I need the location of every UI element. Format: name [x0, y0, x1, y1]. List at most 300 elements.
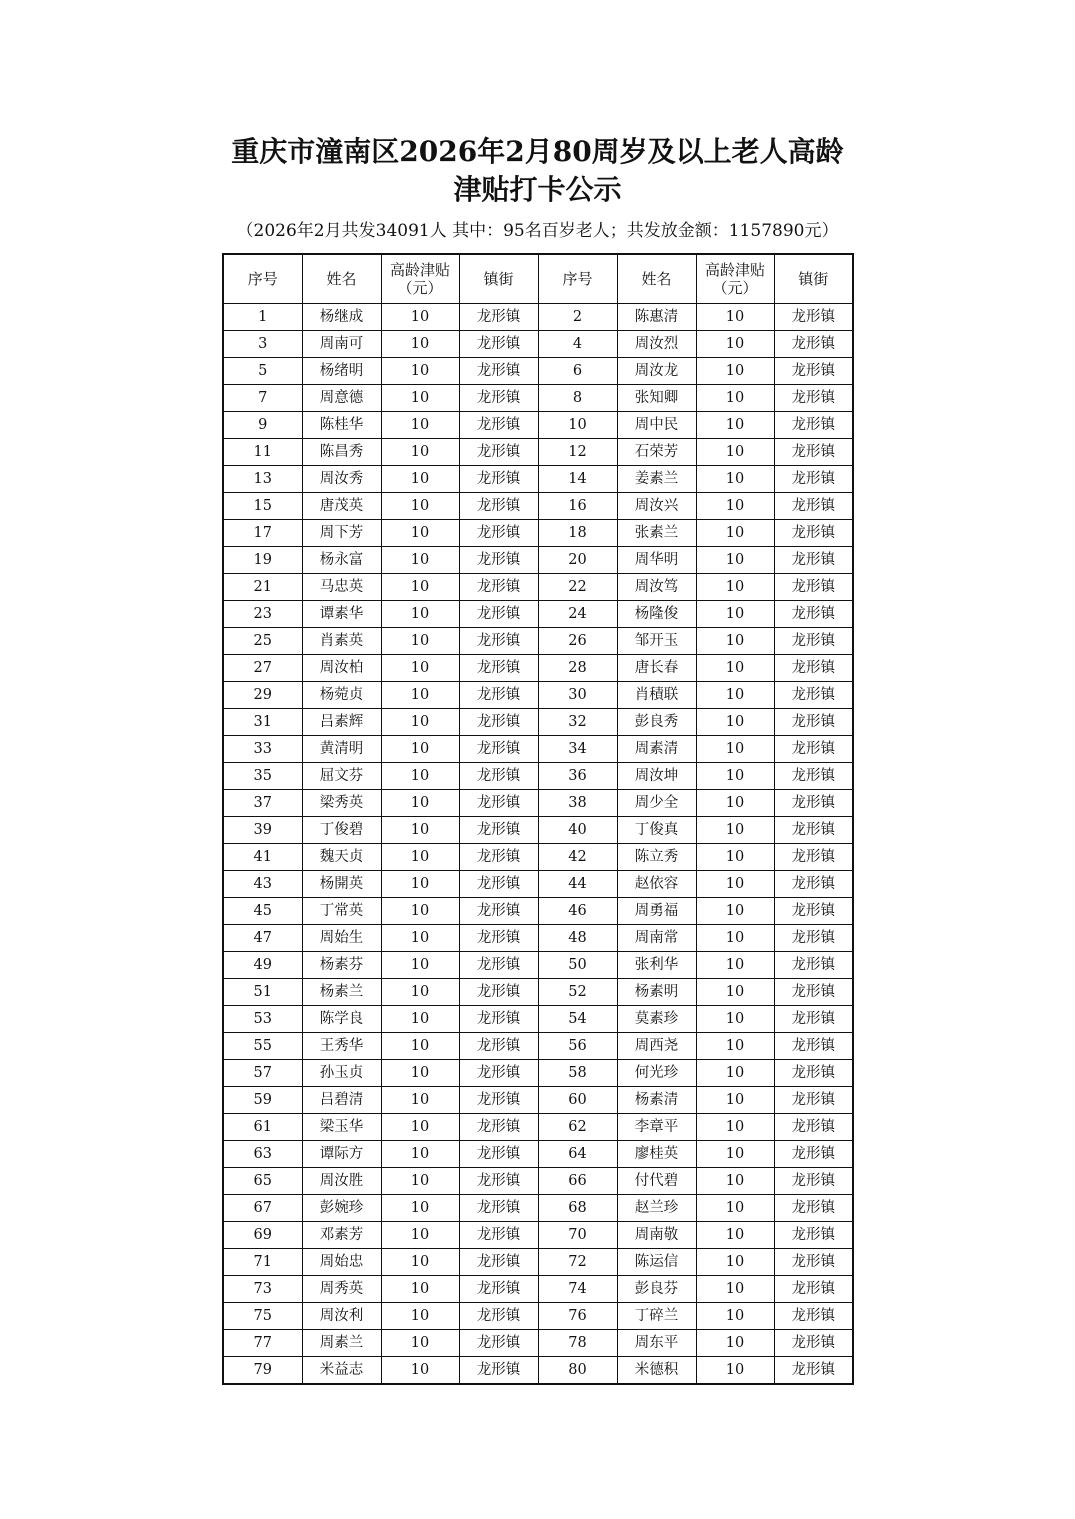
cell-amount: 10: [696, 574, 774, 601]
cell-amount: 10: [381, 1033, 459, 1060]
cell-name: 陈惠清: [617, 304, 696, 331]
cell-amount: 10: [696, 898, 774, 925]
cell-town: 龙形镇: [459, 547, 538, 574]
cell-name: 杨開英: [302, 871, 381, 898]
cell-town: 龙形镇: [459, 1033, 538, 1060]
cell-town: 龙形镇: [774, 1060, 853, 1087]
cell-amount: 10: [696, 925, 774, 952]
cell-town: 龙形镇: [774, 1357, 853, 1385]
cell-name: 杨素明: [617, 979, 696, 1006]
table-row: [223, 952, 853, 979]
cell-name: 丁俊真: [617, 817, 696, 844]
header-amount-line-1: 高龄津贴: [704, 261, 765, 279]
cell-amount: 10: [696, 1222, 774, 1249]
cell-town: 龙形镇: [774, 1087, 853, 1114]
cell-amount: 10: [696, 1087, 774, 1114]
cell-town: 龙形镇: [774, 439, 853, 466]
cell-town: 龙形镇: [459, 709, 538, 736]
table-row: [223, 1141, 853, 1168]
cell-amount: 10: [696, 655, 774, 682]
cell-name: 魏天贞: [302, 844, 381, 871]
cell-town: 龙形镇: [459, 898, 538, 925]
cell-town: 龙形镇: [459, 736, 538, 763]
document-subtitle: （2026年2月共发34091人 其中：95名百岁老人；共发放金额：1157890元）: [236, 221, 839, 241]
table-row: [223, 844, 853, 871]
cell-name: 周南敬: [617, 1222, 696, 1249]
cell-name: 米益志: [302, 1357, 381, 1385]
document-title: [0, 133, 1075, 209]
cell-town: 龙形镇: [459, 574, 538, 601]
cell-town: 龙形镇: [459, 466, 538, 493]
cell-name: 周汝坤: [617, 763, 696, 790]
cell-town: 龙形镇: [774, 1330, 853, 1357]
cell-town: 龙形镇: [774, 736, 853, 763]
table-row: [223, 871, 853, 898]
table-row: [223, 601, 853, 628]
cell-no: 50: [538, 952, 617, 979]
cell-amount: 10: [381, 358, 459, 385]
cell-name: 杨素兰: [302, 979, 381, 1006]
cell-no: 46: [538, 898, 617, 925]
table-row: [223, 655, 853, 682]
cell-amount: 10: [696, 466, 774, 493]
cell-amount: 10: [696, 790, 774, 817]
cell-town: 龙形镇: [459, 1195, 538, 1222]
cell-town: 龙形镇: [459, 412, 538, 439]
cell-town: 龙形镇: [774, 1222, 853, 1249]
cell-amount: 10: [381, 1222, 459, 1249]
cell-town: 龙形镇: [459, 1006, 538, 1033]
cell-amount: 10: [381, 385, 459, 412]
cell-name: 周汝兴: [617, 493, 696, 520]
cell-no: 26: [538, 628, 617, 655]
table-row: [223, 493, 853, 520]
cell-no: 12: [538, 439, 617, 466]
header-amount: [381, 254, 459, 304]
table-row: [223, 979, 853, 1006]
cell-amount: 10: [381, 1357, 459, 1385]
cell-amount: 10: [696, 547, 774, 574]
cell-no: 4: [538, 331, 617, 358]
cell-no: 24: [538, 601, 617, 628]
cell-amount: 10: [381, 952, 459, 979]
cell-town: 龙形镇: [459, 1357, 538, 1385]
cell-no: 64: [538, 1141, 617, 1168]
cell-amount: 10: [381, 736, 459, 763]
cell-name: 彭良秀: [617, 709, 696, 736]
table-row: [223, 1222, 853, 1249]
cell-amount: 10: [381, 520, 459, 547]
header-no: 序号: [538, 254, 617, 304]
table-row: [223, 1087, 853, 1114]
table-row: [223, 1303, 853, 1330]
cell-amount: 10: [381, 601, 459, 628]
cell-amount: 10: [381, 1276, 459, 1303]
cell-no: 7: [223, 385, 302, 412]
table-row: [223, 898, 853, 925]
cell-no: 5: [223, 358, 302, 385]
cell-amount: 10: [381, 682, 459, 709]
cell-no: 67: [223, 1195, 302, 1222]
cell-amount: 10: [696, 952, 774, 979]
table-row: [223, 1168, 853, 1195]
cell-town: 龙形镇: [774, 628, 853, 655]
cell-town: 龙形镇: [459, 1168, 538, 1195]
cell-amount: 10: [696, 412, 774, 439]
cell-no: 78: [538, 1330, 617, 1357]
cell-amount: 10: [696, 709, 774, 736]
cell-amount: 10: [696, 763, 774, 790]
table-row: [223, 817, 853, 844]
cell-no: 61: [223, 1114, 302, 1141]
cell-town: 龙形镇: [774, 1033, 853, 1060]
cell-name: 陈运信: [617, 1249, 696, 1276]
header-amount-line-2: （元）: [712, 279, 758, 297]
cell-amount: 10: [696, 1276, 774, 1303]
cell-amount: 10: [696, 1033, 774, 1060]
cell-no: 35: [223, 763, 302, 790]
table-row: [223, 682, 853, 709]
cell-no: 49: [223, 952, 302, 979]
cell-name: 廖桂英: [617, 1141, 696, 1168]
cell-no: 15: [223, 493, 302, 520]
cell-name: 周汝烈: [617, 331, 696, 358]
cell-amount: 10: [381, 844, 459, 871]
header-town: 镇街: [459, 254, 538, 304]
cell-no: 60: [538, 1087, 617, 1114]
table-row: [223, 736, 853, 763]
cell-name: 周始生: [302, 925, 381, 952]
cell-name: 杨素芬: [302, 952, 381, 979]
table-row: [223, 547, 853, 574]
table-row: [223, 574, 853, 601]
cell-no: 80: [538, 1357, 617, 1385]
cell-name: 张知卿: [617, 385, 696, 412]
cell-town: 龙形镇: [774, 493, 853, 520]
cell-name: 张利华: [617, 952, 696, 979]
cell-no: 52: [538, 979, 617, 1006]
cell-name: 李章平: [617, 1114, 696, 1141]
cell-town: 龙形镇: [774, 655, 853, 682]
table-row: [223, 709, 853, 736]
cell-name: 陈学良: [302, 1006, 381, 1033]
cell-amount: 10: [381, 1249, 459, 1276]
cell-no: 76: [538, 1303, 617, 1330]
cell-no: 36: [538, 763, 617, 790]
cell-no: 30: [538, 682, 617, 709]
cell-town: 龙形镇: [459, 1249, 538, 1276]
cell-name: 梁秀英: [302, 790, 381, 817]
cell-amount: 10: [696, 1006, 774, 1033]
cell-no: 42: [538, 844, 617, 871]
cell-town: 龙形镇: [459, 979, 538, 1006]
cell-amount: 10: [381, 709, 459, 736]
cell-amount: 10: [381, 439, 459, 466]
cell-amount: 10: [381, 763, 459, 790]
cell-amount: 10: [381, 979, 459, 1006]
cell-town: 龙形镇: [459, 385, 538, 412]
cell-town: 龙形镇: [774, 358, 853, 385]
cell-town: 龙形镇: [774, 763, 853, 790]
cell-no: 21: [223, 574, 302, 601]
cell-amount: 10: [696, 871, 774, 898]
cell-no: 38: [538, 790, 617, 817]
cell-town: 龙形镇: [774, 412, 853, 439]
cell-no: 47: [223, 925, 302, 952]
cell-amount: 10: [381, 1114, 459, 1141]
cell-no: 75: [223, 1303, 302, 1330]
cell-amount: 10: [696, 520, 774, 547]
cell-name: 杨永富: [302, 547, 381, 574]
cell-name: 石荣芳: [617, 439, 696, 466]
cell-name: 杨继成: [302, 304, 381, 331]
cell-name: 丁碎兰: [617, 1303, 696, 1330]
cell-name: 周勇福: [617, 898, 696, 925]
cell-no: 53: [223, 1006, 302, 1033]
cell-name: 邓素芳: [302, 1222, 381, 1249]
cell-amount: 10: [696, 1168, 774, 1195]
cell-town: 龙形镇: [459, 493, 538, 520]
cell-name: 何光珍: [617, 1060, 696, 1087]
cell-no: 69: [223, 1222, 302, 1249]
cell-name: 周西尧: [617, 1033, 696, 1060]
header-amount: [696, 254, 774, 304]
cell-no: 28: [538, 655, 617, 682]
cell-name: 周汝龙: [617, 358, 696, 385]
cell-no: 39: [223, 817, 302, 844]
cell-no: 8: [538, 385, 617, 412]
cell-town: 龙形镇: [774, 1303, 853, 1330]
cell-no: 58: [538, 1060, 617, 1087]
cell-town: 龙形镇: [459, 952, 538, 979]
cell-no: 74: [538, 1276, 617, 1303]
cell-town: 龙形镇: [774, 1114, 853, 1141]
table-body: [223, 304, 853, 1385]
cell-town: 龙形镇: [459, 763, 538, 790]
document-title-line-1: 重庆市潼南区2026年2月80周岁及以上老人高龄: [231, 135, 844, 168]
cell-town: 龙形镇: [774, 574, 853, 601]
cell-name: 梁玉华: [302, 1114, 381, 1141]
cell-no: 16: [538, 493, 617, 520]
cell-amount: 10: [696, 1303, 774, 1330]
cell-amount: 10: [381, 574, 459, 601]
table-row: [223, 1195, 853, 1222]
cell-no: 48: [538, 925, 617, 952]
cell-name: 周中民: [617, 412, 696, 439]
cell-name: 周南常: [617, 925, 696, 952]
table-row: [223, 466, 853, 493]
cell-name: 唐茂英: [302, 493, 381, 520]
cell-town: 龙形镇: [459, 790, 538, 817]
cell-town: 龙形镇: [774, 1006, 853, 1033]
cell-no: 29: [223, 682, 302, 709]
cell-town: 龙形镇: [774, 1195, 853, 1222]
cell-town: 龙形镇: [459, 1087, 538, 1114]
cell-no: 65: [223, 1168, 302, 1195]
cell-town: 龙形镇: [774, 898, 853, 925]
table-row: [223, 1006, 853, 1033]
table-row: [223, 1330, 853, 1357]
header-name: 姓名: [617, 254, 696, 304]
cell-amount: 10: [381, 898, 459, 925]
cell-no: 23: [223, 601, 302, 628]
cell-amount: 10: [381, 628, 459, 655]
cell-name: 马忠英: [302, 574, 381, 601]
cell-amount: 10: [696, 1330, 774, 1357]
cell-town: 龙形镇: [774, 1141, 853, 1168]
table-row: [223, 1276, 853, 1303]
cell-name: 姜素兰: [617, 466, 696, 493]
cell-town: 龙形镇: [459, 1303, 538, 1330]
cell-no: 68: [538, 1195, 617, 1222]
table-row: [223, 1357, 853, 1385]
cell-name: 谭际方: [302, 1141, 381, 1168]
cell-town: 龙形镇: [459, 358, 538, 385]
header-amount-line-1: 高龄津贴: [389, 261, 450, 279]
subsidy-table: [222, 253, 854, 1385]
cell-no: 13: [223, 466, 302, 493]
cell-amount: 10: [381, 925, 459, 952]
cell-name: 黄清明: [302, 736, 381, 763]
cell-town: 龙形镇: [459, 304, 538, 331]
cell-name: 周东平: [617, 1330, 696, 1357]
cell-name: 吕碧清: [302, 1087, 381, 1114]
cell-name: 付代碧: [617, 1168, 696, 1195]
cell-town: 龙形镇: [774, 1249, 853, 1276]
cell-town: 龙形镇: [774, 871, 853, 898]
cell-name: 谭素华: [302, 601, 381, 628]
cell-town: 龙形镇: [459, 331, 538, 358]
cell-name: 丁常英: [302, 898, 381, 925]
cell-name: 米德积: [617, 1357, 696, 1385]
cell-no: 37: [223, 790, 302, 817]
cell-town: 龙形镇: [459, 1222, 538, 1249]
cell-amount: 10: [381, 817, 459, 844]
cell-amount: 10: [696, 979, 774, 1006]
cell-no: 41: [223, 844, 302, 871]
cell-name: 肖素英: [302, 628, 381, 655]
cell-amount: 10: [381, 655, 459, 682]
cell-no: 31: [223, 709, 302, 736]
table-row: [223, 790, 853, 817]
table-row: [223, 439, 853, 466]
cell-no: 33: [223, 736, 302, 763]
cell-name: 彭婉珍: [302, 1195, 381, 1222]
cell-amount: 10: [381, 412, 459, 439]
cell-no: 27: [223, 655, 302, 682]
cell-town: 龙形镇: [459, 1141, 538, 1168]
table-row: [223, 763, 853, 790]
cell-name: 周南可: [302, 331, 381, 358]
cell-name: 周汝柏: [302, 655, 381, 682]
cell-amount: 10: [696, 385, 774, 412]
cell-town: 龙形镇: [459, 844, 538, 871]
cell-name: 丁俊碧: [302, 817, 381, 844]
table-row: [223, 628, 853, 655]
cell-name: 莫素珍: [617, 1006, 696, 1033]
table-header-row: [223, 254, 853, 304]
cell-town: 龙形镇: [459, 655, 538, 682]
cell-no: 54: [538, 1006, 617, 1033]
cell-name: 周意德: [302, 385, 381, 412]
cell-town: 龙形镇: [459, 1060, 538, 1087]
cell-name: 周汝秀: [302, 466, 381, 493]
cell-town: 龙形镇: [774, 385, 853, 412]
cell-no: 9: [223, 412, 302, 439]
cell-no: 51: [223, 979, 302, 1006]
cell-amount: 10: [696, 1357, 774, 1385]
cell-town: 龙形镇: [774, 979, 853, 1006]
cell-name: 赵兰珍: [617, 1195, 696, 1222]
cell-town: 龙形镇: [774, 817, 853, 844]
cell-name: 肖積联: [617, 682, 696, 709]
cell-no: 57: [223, 1060, 302, 1087]
cell-name: 周下芳: [302, 520, 381, 547]
cell-name: 陈立秀: [617, 844, 696, 871]
cell-amount: 10: [381, 790, 459, 817]
cell-no: 14: [538, 466, 617, 493]
cell-town: 龙形镇: [459, 1114, 538, 1141]
cell-no: 66: [538, 1168, 617, 1195]
cell-no: 22: [538, 574, 617, 601]
document-title-line-2: 津贴打卡公示: [453, 173, 622, 206]
cell-town: 龙形镇: [774, 682, 853, 709]
cell-town: 龙形镇: [459, 871, 538, 898]
cell-name: 周秀英: [302, 1276, 381, 1303]
cell-town: 龙形镇: [774, 709, 853, 736]
cell-town: 龙形镇: [459, 682, 538, 709]
cell-name: 周素兰: [302, 1330, 381, 1357]
cell-no: 59: [223, 1087, 302, 1114]
cell-name: 陈昌秀: [302, 439, 381, 466]
cell-name: 周汝笃: [617, 574, 696, 601]
cell-amount: 10: [381, 1168, 459, 1195]
cell-town: 龙形镇: [774, 601, 853, 628]
cell-no: 40: [538, 817, 617, 844]
header-town: 镇街: [774, 254, 853, 304]
cell-town: 龙形镇: [774, 1168, 853, 1195]
cell-no: 3: [223, 331, 302, 358]
cell-no: 55: [223, 1033, 302, 1060]
table-row: [223, 1060, 853, 1087]
table-row: [223, 331, 853, 358]
cell-amount: 10: [381, 1087, 459, 1114]
table-row: [223, 358, 853, 385]
table-row: [223, 925, 853, 952]
cell-amount: 10: [696, 1249, 774, 1276]
cell-amount: 10: [381, 1141, 459, 1168]
cell-town: 龙形镇: [774, 925, 853, 952]
table-row: [223, 1114, 853, 1141]
cell-no: 56: [538, 1033, 617, 1060]
cell-no: 63: [223, 1141, 302, 1168]
cell-town: 龙形镇: [774, 304, 853, 331]
cell-no: 17: [223, 520, 302, 547]
cell-no: 62: [538, 1114, 617, 1141]
table-row: [223, 385, 853, 412]
cell-no: 44: [538, 871, 617, 898]
cell-name: 周华明: [617, 547, 696, 574]
cell-no: 73: [223, 1276, 302, 1303]
cell-no: 77: [223, 1330, 302, 1357]
cell-amount: 10: [381, 331, 459, 358]
cell-no: 72: [538, 1249, 617, 1276]
cell-no: 34: [538, 736, 617, 763]
cell-no: 20: [538, 547, 617, 574]
cell-amount: 10: [381, 871, 459, 898]
cell-name: 周素清: [617, 736, 696, 763]
cell-amount: 10: [696, 1141, 774, 1168]
